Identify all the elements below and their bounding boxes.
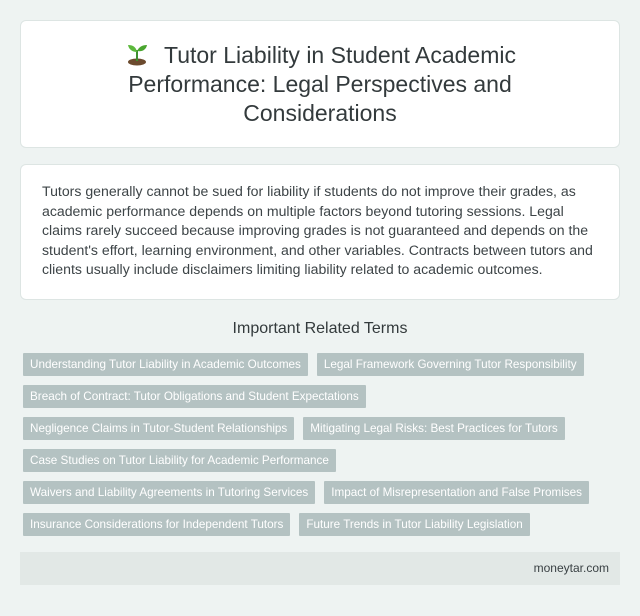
tag-row xyxy=(23,449,623,472)
related-term-tag[interactable]: Mitigating Legal Risks: Best Practices for Tutors xyxy=(303,417,564,440)
footer-site[interactable]: moneytar.com xyxy=(533,561,609,575)
related-term-tag[interactable]: Case Studies on Tutor Liability for Academic Performance xyxy=(23,449,336,472)
tag-row xyxy=(23,417,623,440)
related-term-tag[interactable]: Legal Framework Governing Tutor Responsibility xyxy=(317,353,584,376)
title-wrap xyxy=(85,41,555,128)
tag-row xyxy=(23,353,623,376)
related-term-tag[interactable]: Insurance Considerations for Independent Tutors xyxy=(23,513,290,536)
description-card xyxy=(20,164,620,300)
tag-row xyxy=(23,385,623,408)
related-term-tag[interactable]: Impact of Misrepresentation and False Promises xyxy=(324,481,589,504)
tag-row xyxy=(23,481,623,504)
related-term-tag[interactable]: Waivers and Liability Agreements in Tutoring Services xyxy=(23,481,315,504)
related-terms-list xyxy=(23,353,623,545)
related-term-tag[interactable]: Breach of Contract: Tutor Obligations and Student Expectations xyxy=(23,385,366,408)
title-card xyxy=(20,20,620,148)
related-term-tag[interactable]: Future Trends in Tutor Liability Legislation xyxy=(299,513,529,536)
description-text: Tutors generally cannot be sued for liability if students do not improve their grades, as academic performance depends on multiple factors beyond tutoring sessions. Legal claims rarely succeed because improving grades is not guaranteed and depends on the student's effort, learning environment, and other variables. Contracts between tutors and clients usually include disclaimers limiting liability related to academic outcomes. xyxy=(42,183,593,278)
related-terms-heading: Important Related Terms xyxy=(232,320,408,337)
page-title xyxy=(85,41,555,128)
footer xyxy=(20,552,620,585)
tag-row xyxy=(23,513,623,536)
page-title-text: Tutor Liability in Student Academic Performance: Legal Perspectives and Considerations xyxy=(128,41,516,126)
related-term-tag[interactable]: Negligence Claims in Tutor-Student Relationships xyxy=(23,417,294,440)
sprout-icon xyxy=(124,42,150,66)
related-term-tag[interactable]: Understanding Tutor Liability in Academic Outcomes xyxy=(23,353,308,376)
